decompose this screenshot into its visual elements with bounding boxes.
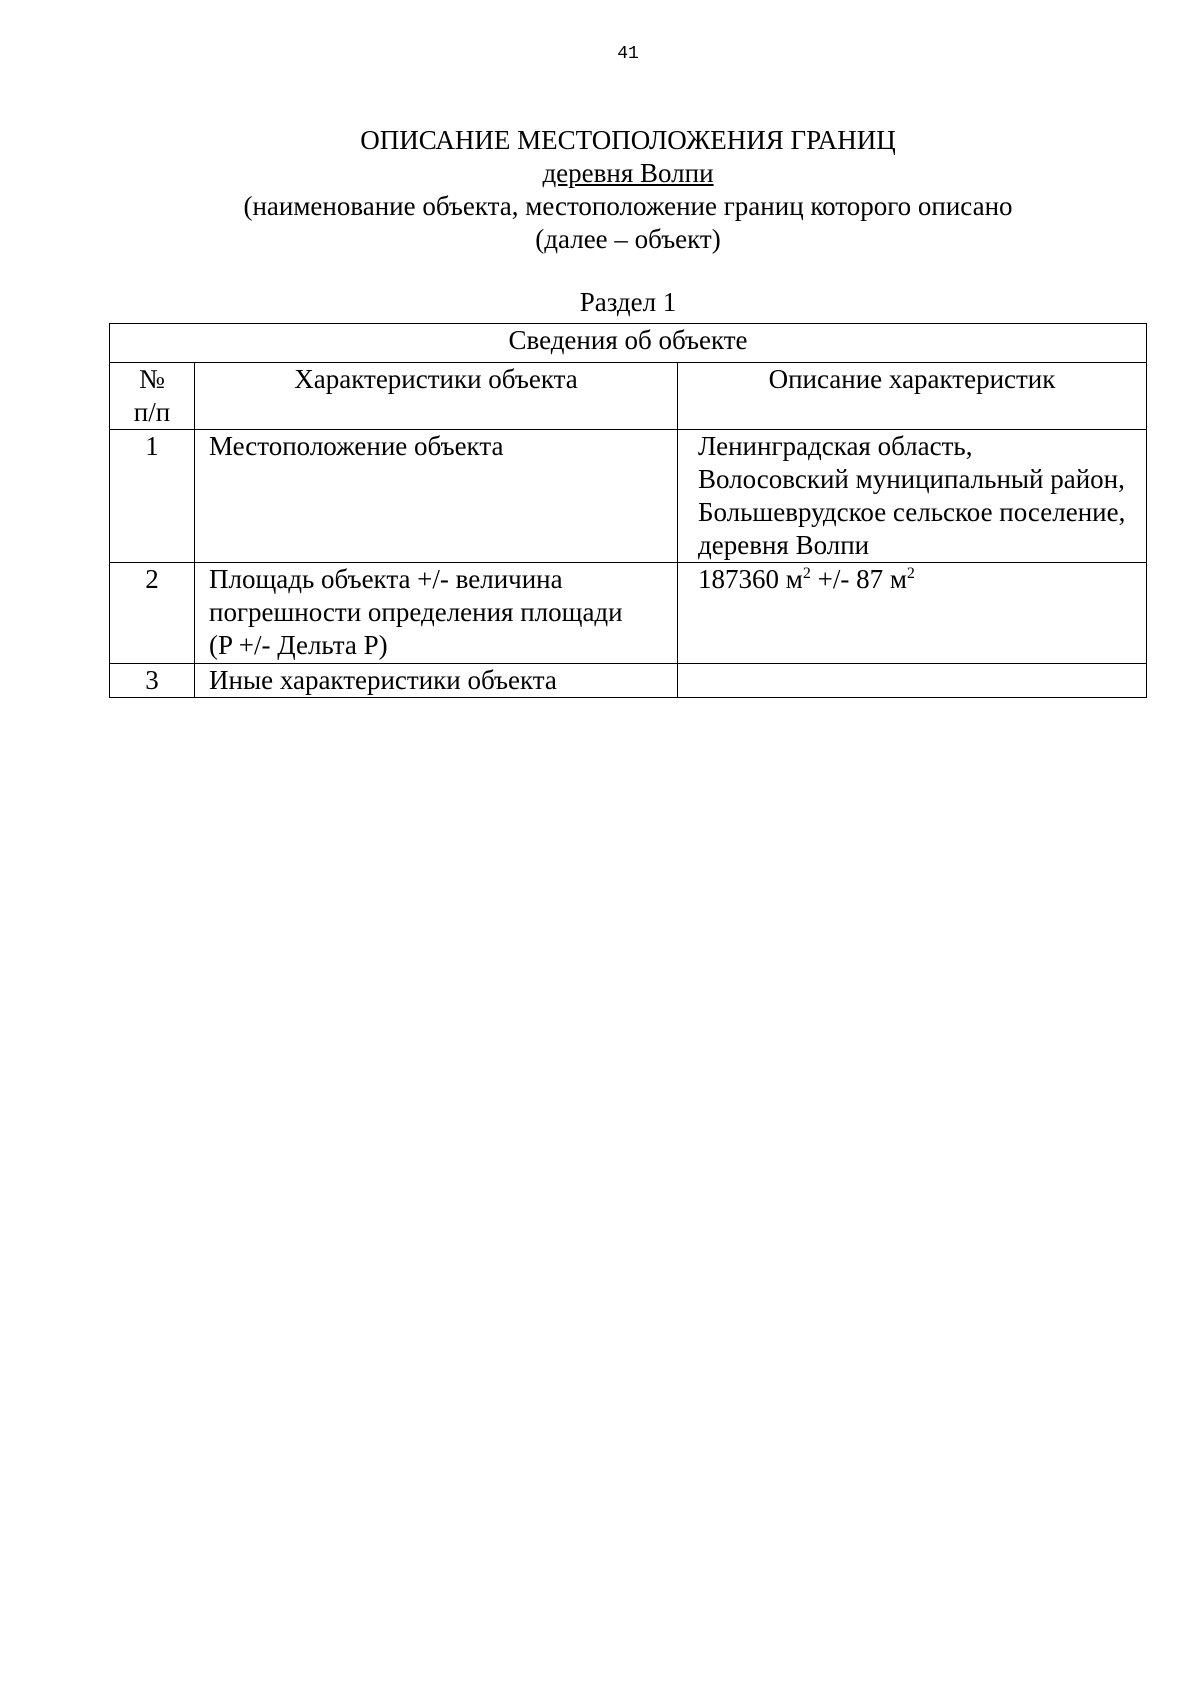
row-num: 3 — [110, 664, 195, 698]
object-info-table — [109, 323, 1147, 698]
row-characteristic: Местоположение объекта — [195, 430, 678, 563]
document-title: ОПИСАНИЕ МЕСТОПОЛОЖЕНИЯ ГРАНИЦ — [360, 125, 896, 155]
header-num: № п/п — [110, 363, 195, 430]
object-note-line-2: (далее – объект) — [535, 224, 721, 254]
table-row — [110, 563, 1147, 664]
row-characteristic: Площадь объекта +/- величина погрешности определения площади (P +/- Дельта P) — [195, 563, 678, 664]
title-block — [0, 124, 1200, 256]
header-description: Описание характеристик — [678, 363, 1147, 430]
table-row — [110, 430, 1147, 563]
table-caption: Сведения об объекте — [110, 324, 1147, 363]
row-num: 2 — [110, 563, 195, 664]
table-caption-row — [110, 324, 1147, 363]
object-note-line-1: (наименование объекта, местоположение границ которого описано — [243, 191, 1013, 221]
row-characteristic: Иные характеристики объекта — [195, 664, 678, 698]
row-num: 1 — [110, 430, 195, 563]
table-row — [110, 664, 1147, 698]
row-description — [678, 664, 1147, 698]
table-header-row — [110, 363, 1147, 430]
header-characteristics: Характеристики объекта — [195, 363, 678, 430]
object-name: деревня Волпи — [542, 158, 714, 188]
row-description: 187360 $м^2$ +/- 87 $м^2$ — [678, 563, 1147, 664]
row-description: Ленинградская область, Волосовский муниципальный район, Большеврудское сельское поселение, деревня Волпи — [678, 430, 1147, 563]
section-label: Раздел 1 — [579, 287, 677, 317]
page-number: 41 — [617, 44, 639, 64]
